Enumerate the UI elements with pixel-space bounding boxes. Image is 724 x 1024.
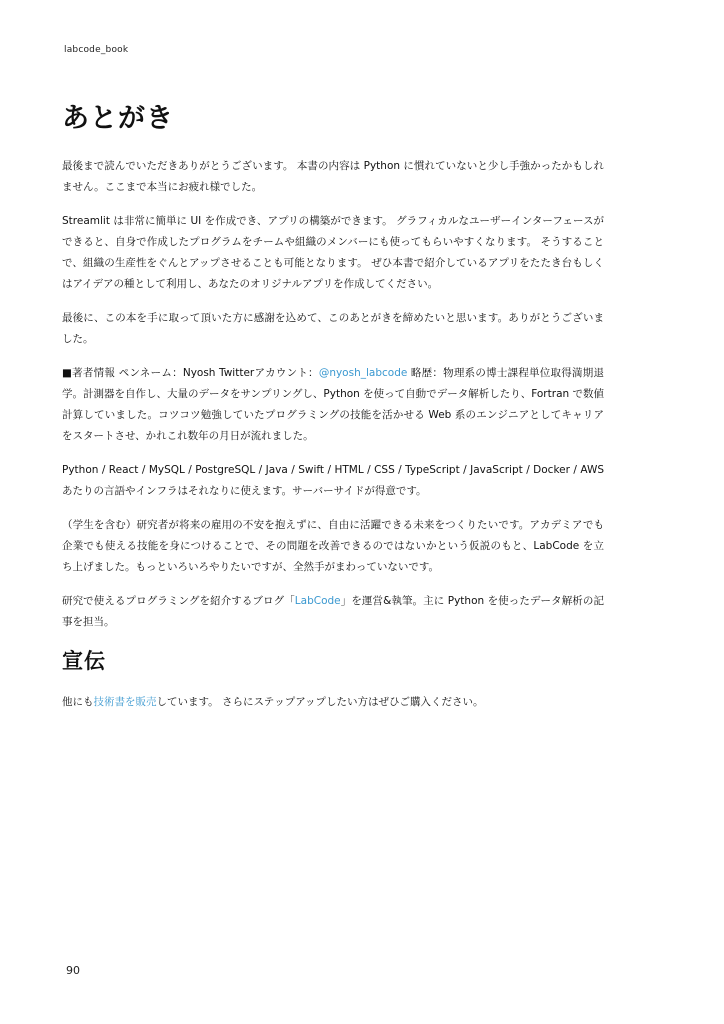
afterword-paragraph-streamlit: Streamlit は非常に簡単に UI を作成でき、アプリの構築ができます。 グラフィカルなユーザーインターフェースができると、自身で作成したプログラムをチームや組織のメンバーにも使ってもらいやすくなります。 そうすることで、組織の生産性をぐんとアップさせることも可能となります。 ぜひ本書で紹介しているアプリをたたき台もしくはアイデアの種として利用し、あなたのオリジナルアプリを作成してください。 bbox=[62, 215, 604, 290]
afterword-paragraph-closing: 最後に、この本を手に取って頂いた方に感謝を込めて、このあとがきを締めたいと思います。ありがとうございました。 bbox=[62, 312, 604, 345]
advertisement-intro: 他にも bbox=[62, 696, 94, 708]
labcode-blog-link[interactable]: LabCode bbox=[294, 595, 341, 607]
running-header: labcode_book bbox=[64, 45, 129, 55]
page-content bbox=[62, 100, 604, 726]
afterword-heading: あとがき bbox=[62, 103, 174, 134]
mission-paragraph: （学生を含む）研究者が将来の雇用の不安を抱えずに、自由に活躍できる未来をつくりたいです。アカデミアでも企業でも使える技能を身につけることで、その問題を改善できるのではないかという仮説のもと、LabCode を立ち上げました。もっといろいろやりたいですが、全然手がまわっていないです。 bbox=[62, 519, 604, 573]
advertisement-heading: 宣伝 bbox=[62, 649, 106, 673]
afterword-paragraph-thanks: 最後まで読んでいただきありがとうございます。 本書の内容は Python に慣れていないと少し手強かったかもしれません。ここまで本当にお疲れ様でした。 bbox=[62, 160, 604, 193]
skills-paragraph: Python / React / MySQL / PostgreSQL / Java / Swift / HTML / CSS / TypeScript / JavaScript / Docker / AWS あたりの言語やインフラはそれなりに使えます。サーバーサイドが得意です。 bbox=[62, 464, 604, 497]
blog-paragraph bbox=[62, 591, 604, 633]
tech-books-link[interactable]: 技術書を販売 bbox=[93, 696, 157, 708]
twitter-account-link[interactable]: @nyosh_labcode bbox=[318, 367, 408, 379]
author-info-bio: 略歴：物理系の博士課程単位取得満期退学。計測器を自作し、大量のデータをサンプリングし、Python を使って自動でデータ解析したり、Fortran で数値計算していました。コツコツ勉強していたプログラミングの技能を活かせる Web 系のエンジニアとしてキャリアをスタートさせ、かれこれ数年の月日が流れました。 bbox=[62, 367, 605, 442]
blog-description: 」を運営&執筆。主に Python を使ったデータ解析の記事を担当。 bbox=[62, 595, 604, 628]
advertisement-outro: しています。 さらにステップアップしたい方はぜひご購入ください。 bbox=[156, 696, 484, 708]
page-number: 90 bbox=[66, 964, 80, 977]
advertisement-paragraph bbox=[62, 692, 604, 713]
author-info-paragraph bbox=[62, 363, 604, 447]
author-info-intro: ■著者情報 ペンネーム：Nyosh Twitterアカウント： bbox=[62, 367, 319, 379]
blog-intro: 研究で使えるプログラミングを紹介するブログ「 bbox=[62, 595, 295, 607]
